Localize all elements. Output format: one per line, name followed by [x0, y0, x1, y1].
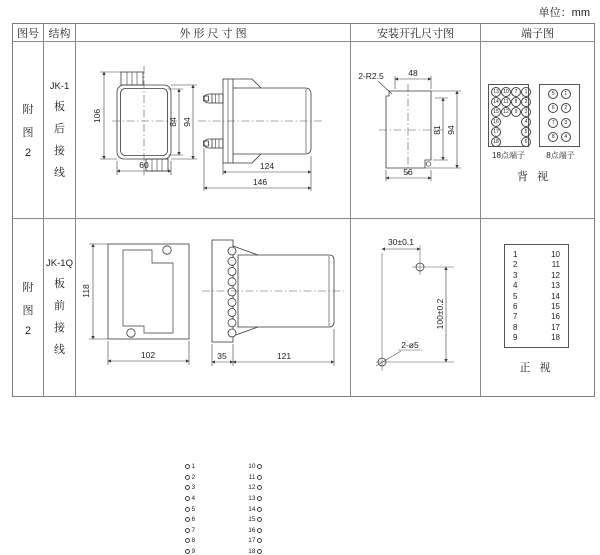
terminal-number: 15: [248, 516, 256, 524]
terminal-number: 17: [248, 537, 256, 545]
terminal-circle: 2: [521, 97, 531, 107]
terminal-number: 16: [248, 526, 256, 534]
terminal-blank: [512, 128, 520, 136]
view-label-back: 背 视: [516, 171, 552, 183]
terminal-dot: [185, 485, 190, 490]
cutout-outline: [386, 91, 431, 168]
terminal-cell-jk1: [481, 42, 594, 219]
fig-char: 2: [24, 147, 32, 159]
dim-81: 81: [432, 125, 442, 135]
terminal-circle: 3: [561, 118, 571, 128]
terminal-dot: [257, 485, 262, 490]
terminal-number: 10: [248, 463, 256, 470]
unit-label: 单位：mm: [538, 7, 590, 19]
terminal-cell-jk1q: [481, 219, 594, 396]
terminal-number: 5: [513, 291, 518, 301]
structure-jk1: [44, 42, 75, 218]
structure-jk1q: [44, 219, 75, 396]
side-view: [212, 240, 334, 342]
dim-106: 106: [92, 108, 102, 124]
dim-146: 146: [252, 177, 268, 187]
terminal-8-label: 8点端子: [546, 151, 575, 160]
dim-60: 60: [139, 160, 149, 170]
fig-char: 图: [22, 304, 34, 317]
dim-56: 56: [403, 167, 413, 177]
terminal-dot: [257, 475, 262, 480]
terminal-dot: [185, 507, 190, 512]
terminal-circle: 2: [561, 103, 571, 113]
terminal-col-left: [513, 250, 517, 342]
terminal-number: 3: [513, 270, 518, 280]
terminal-18-label: 18点端子: [492, 151, 525, 160]
terminal-circle: 8: [511, 97, 521, 107]
terminal-dot: [257, 538, 262, 543]
terminal-number: 9: [191, 548, 196, 555]
terminal-dot: [257, 507, 262, 512]
terminal-number: 16: [551, 312, 560, 322]
terminal-circle: 12: [501, 107, 511, 117]
dim-118: 118: [81, 284, 91, 298]
front-terminals-left: [185, 463, 195, 555]
dim-121: 121: [276, 351, 292, 361]
outline-cell-jk1: [76, 42, 351, 219]
header-terminal: 端子图: [481, 24, 594, 42]
terminal-number: 12: [551, 270, 560, 280]
terminal-circle: 9: [511, 107, 521, 117]
terminal-dot: [185, 475, 190, 480]
terminal-circle: 1: [521, 87, 531, 97]
terminal-number: 18: [551, 333, 560, 342]
model-label: JK-1: [49, 80, 70, 92]
terminal-dot: [257, 517, 262, 522]
terminal-number: 2: [191, 473, 196, 481]
structure-char: 线: [54, 166, 65, 179]
terminal-number: 1: [191, 463, 196, 470]
terminal-blank: [512, 138, 520, 146]
structure-cell-jk1q: [44, 219, 76, 396]
terminal-circle: 16: [491, 117, 501, 127]
terminal-dot: [185, 496, 190, 501]
mounting-cell-jk1q: [351, 219, 481, 396]
terminal-number: 13: [551, 281, 560, 291]
dim-30: 30±0.1: [388, 237, 414, 247]
terminal-dot: [257, 496, 262, 501]
terminal-blank: [502, 118, 510, 126]
terminal-number: 10: [551, 250, 560, 259]
terminal-number: 8: [513, 322, 518, 332]
terminal-number: 18: [248, 548, 256, 555]
structure-char: 板: [54, 100, 65, 113]
terminal-circle: 3: [521, 107, 531, 117]
terminal-number: 12: [248, 484, 256, 492]
fig-no-jk1: [13, 42, 43, 218]
terminal-circle: 7: [548, 118, 558, 128]
terminal-number: 2: [513, 260, 518, 270]
structure-char: 接: [54, 322, 65, 334]
front-dims: [89, 244, 189, 365]
terminal-number: 3: [191, 484, 196, 492]
terminal-number: 13: [248, 494, 256, 502]
hole-note: 2-ø5: [401, 340, 419, 350]
structure-cell-jk1: [44, 42, 76, 219]
terminal-circle: 4: [521, 117, 531, 127]
terminal-circle: 11: [501, 97, 511, 107]
header-outline: 外 形 尺 寸 图: [76, 24, 351, 42]
terminal-dot: [257, 528, 262, 533]
front-view: [108, 244, 189, 339]
terminal-circle: 18: [491, 137, 501, 147]
terminal-dot: [185, 528, 190, 533]
terminal-dot: [185, 538, 190, 543]
mounting-drawing-jk1: [351, 42, 481, 219]
terminal-number: 7: [513, 312, 518, 322]
terminal-number: 9: [513, 333, 518, 342]
terminal-dot: [257, 464, 262, 469]
terminal-dot: [185, 517, 190, 522]
terminal-number: 17: [551, 322, 560, 332]
dim-100: 100±0.2: [435, 298, 445, 330]
fig-char: 附: [22, 281, 34, 294]
dim-102: 102: [140, 350, 156, 360]
mounting-cell-jk1: [351, 42, 481, 219]
terminal-number: 4: [513, 281, 518, 291]
radius-note: 2-R2.5: [358, 71, 384, 81]
dim-84: 84: [168, 117, 178, 127]
terminal-circle: 15: [491, 107, 501, 117]
terminal-circle: 5: [521, 127, 531, 137]
terminal-number: 5: [191, 505, 196, 513]
fig-char: 附: [22, 104, 34, 116]
outline-drawing-jk1: [76, 42, 351, 219]
front-terminals-right: [246, 463, 262, 555]
dim-48: 48: [408, 68, 418, 78]
terminal-circle: 10: [501, 87, 511, 97]
terminal-number: 6: [513, 301, 518, 311]
terminal-blank: [512, 118, 520, 126]
terminal-number: 11: [248, 473, 256, 481]
terminal-number: 1: [513, 250, 518, 259]
structure-char: 后: [54, 122, 65, 135]
terminal-circle: 6: [548, 103, 558, 113]
terminal-circle: 1: [561, 89, 571, 99]
terminal-circle: 14: [491, 97, 501, 107]
view-label-front: 正 视: [519, 362, 554, 374]
terminal-number: 6: [191, 516, 196, 524]
terminal-circle: 13: [491, 87, 501, 97]
fig-no-jk1q: [13, 219, 43, 396]
fig-no-cell-jk1q: [13, 219, 44, 396]
corner-hook: [426, 162, 430, 166]
header-mounting: 安装开孔尺寸图: [351, 24, 481, 42]
structure-char: 线: [54, 344, 65, 356]
terminal-circle: 4: [561, 132, 571, 142]
terminal-circle: 5: [548, 89, 558, 99]
terminal-dot: [185, 549, 190, 554]
model-label: JK-1Q: [46, 258, 73, 269]
dim-94: 94: [182, 117, 192, 127]
structure-char: 接: [54, 144, 65, 157]
terminal-blank: [502, 128, 510, 136]
terminal-dot: [185, 464, 190, 469]
terminal-number: 15: [551, 301, 560, 311]
terminal-blank: [502, 138, 510, 146]
structure-char: 板: [54, 278, 65, 290]
terminal-number: 4: [191, 494, 196, 502]
terminal-circle: 17: [491, 127, 501, 137]
terminal-number: 7: [191, 526, 196, 534]
terminal-col-right: [551, 250, 560, 342]
dim-35: 35: [217, 351, 227, 361]
terminal-block-8: [539, 84, 580, 147]
terminal-number: 14: [551, 291, 560, 301]
header-fig-no: 图号: [13, 24, 44, 42]
fig-no-cell-jk1: [13, 42, 44, 219]
drawing-table: [12, 23, 595, 555]
fig-char: 2: [24, 324, 32, 337]
header-structure: 结构: [44, 24, 76, 42]
terminal-circle: 8: [548, 132, 558, 142]
terminal-number: 8: [191, 537, 196, 545]
outline-drawing-jk1q: [76, 219, 351, 396]
terminal-block-18: [488, 84, 529, 147]
terminal-circle: 6: [521, 137, 531, 147]
terminal-circle: 7: [511, 87, 521, 97]
terminal-dot: [257, 549, 262, 554]
structure-char: 前: [54, 300, 65, 312]
mounting-drawing-jk1q: [351, 219, 481, 396]
terminal-number: 14: [248, 505, 256, 513]
terminal-box-front: [504, 244, 569, 348]
terminal-number: 11: [551, 260, 560, 270]
dim-124: 124: [259, 161, 275, 171]
holes: [378, 263, 424, 366]
outline-cell-jk1q: [76, 219, 351, 555]
dim-94: 94: [446, 125, 456, 135]
fig-char: 图: [22, 127, 34, 139]
